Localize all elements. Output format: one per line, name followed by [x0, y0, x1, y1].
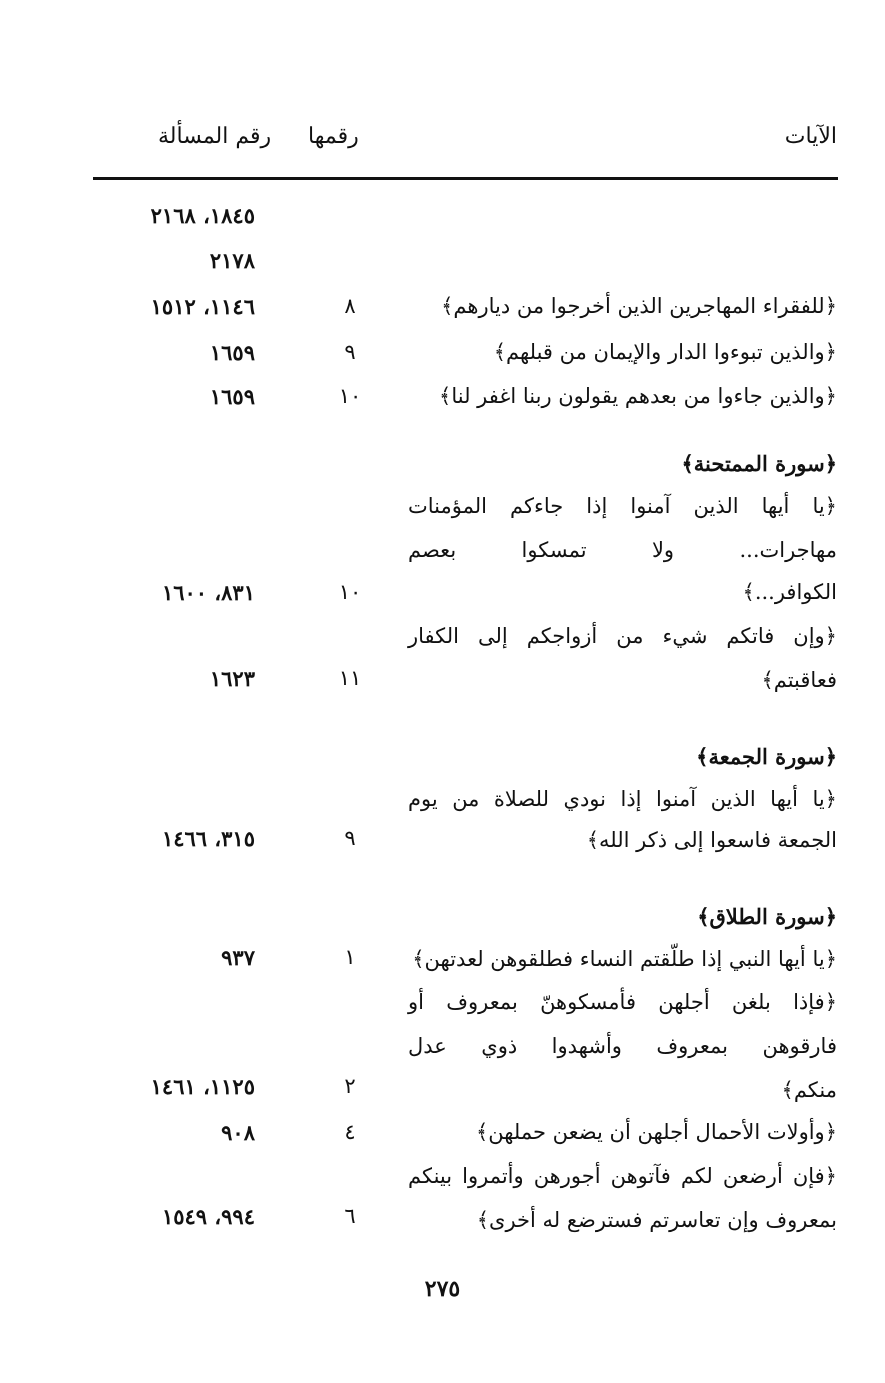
verse-text: ﴿وأولات الأحمال أجلهن أن يضعن حملهن﴾	[475, 1120, 837, 1144]
verse-text: بمعروف وإن تعاسرتم فسترضع له أخرى﴾	[476, 1208, 837, 1232]
verse-text: ﴿يا أيها الذين آمنوا إذا نودي للصلاة من يوم	[408, 787, 837, 811]
page-number: ٢٧٥	[424, 1276, 461, 1302]
issue-number: ٢١٧٨	[209, 248, 255, 273]
column-header-ayat: الآيات	[784, 124, 837, 149]
verse-text: الجمعة فاسعوا إلى ذكر الله﴾	[586, 828, 837, 852]
issue-number: ١٦٢٣	[209, 666, 255, 691]
verse-text: ﴿فإن أرضعن لكم فآتوهن أجورهن وأتمروا بينكم	[408, 1164, 837, 1188]
header-rule	[93, 177, 838, 180]
issue-number: ٩٩٤، ١٥٤٩	[161, 1204, 255, 1229]
issue-number: ١٦٥٩	[209, 384, 255, 409]
verse-number: ٩	[344, 340, 356, 364]
verse-text: ﴿والذين جاءوا من بعدهم يقولون ربنا اغفر لنا﴾	[439, 384, 837, 408]
verse-number: ٦	[344, 1204, 356, 1228]
issue-number: ١١٤٦، ١٥١٢	[150, 294, 255, 319]
verse-text: ﴿وإن فاتكم شيء من أزواجكم إلى الكفار	[408, 624, 837, 648]
verse-text: فعاقبتم﴾	[761, 668, 837, 692]
verse-number: ٩	[344, 826, 356, 850]
issue-number: ٨٣١، ١٦٠٠	[161, 580, 255, 605]
surah-heading: ﴿سورة الطلاق﴾	[697, 904, 837, 929]
issue-number: ١٦٥٩	[209, 340, 255, 365]
verse-number: ٨	[344, 294, 356, 318]
surah-heading: ﴿سورة الجمعة﴾	[696, 744, 837, 769]
issue-number: ٣١٥، ١٤٦٦	[161, 826, 255, 851]
issue-number: ٩٣٧	[221, 945, 255, 970]
verse-text: ﴿والذين تبوءوا الدار والإيمان من قبلهم﴾	[493, 340, 837, 364]
verse-text: الكوافر...﴾	[742, 580, 837, 604]
column-header-verse-number: رقمها	[308, 124, 359, 149]
verse-number: ٢	[344, 1074, 356, 1098]
verse-text: منكم﴾	[781, 1078, 837, 1102]
column-header-issue-number: رقم المسألة	[158, 124, 272, 149]
verse-text: فارقوهن بمعروف وأشهدوا ذوي عدل	[408, 1034, 837, 1058]
verse-number: ١٠	[338, 384, 362, 408]
verse-number: ٤	[344, 1120, 356, 1144]
verse-number: ١٠	[338, 580, 362, 604]
issue-number: ١١٢٥، ١٤٦١	[150, 1074, 255, 1099]
verse-number: ١	[344, 945, 356, 969]
verse-text: ﴿يا أيها النبي إذا طلّقتم النساء فطلقوهن لعدتهن﴾	[412, 947, 837, 971]
surah-heading: ﴿سورة الممتحنة﴾	[681, 451, 837, 476]
issue-number: ٩٠٨	[221, 1120, 255, 1145]
verse-text: ﴿للفقراء المهاجرين الذين أخرجوا من ديارهم﴾	[441, 294, 837, 318]
verse-text: ﴿يا أيها الذين آمنوا إذا جاءكم المؤمنات	[408, 494, 837, 518]
verse-text: ﴿فإذا بلغن أجلهن فأمسكوهنّ بمعروف أو	[408, 990, 837, 1014]
verse-number: ١١	[338, 666, 362, 690]
issue-number: ١٨٤٥، ٢١٦٨	[150, 203, 255, 228]
verse-text: مهاجرات... ولا تمسكوا بعصم	[408, 538, 837, 562]
